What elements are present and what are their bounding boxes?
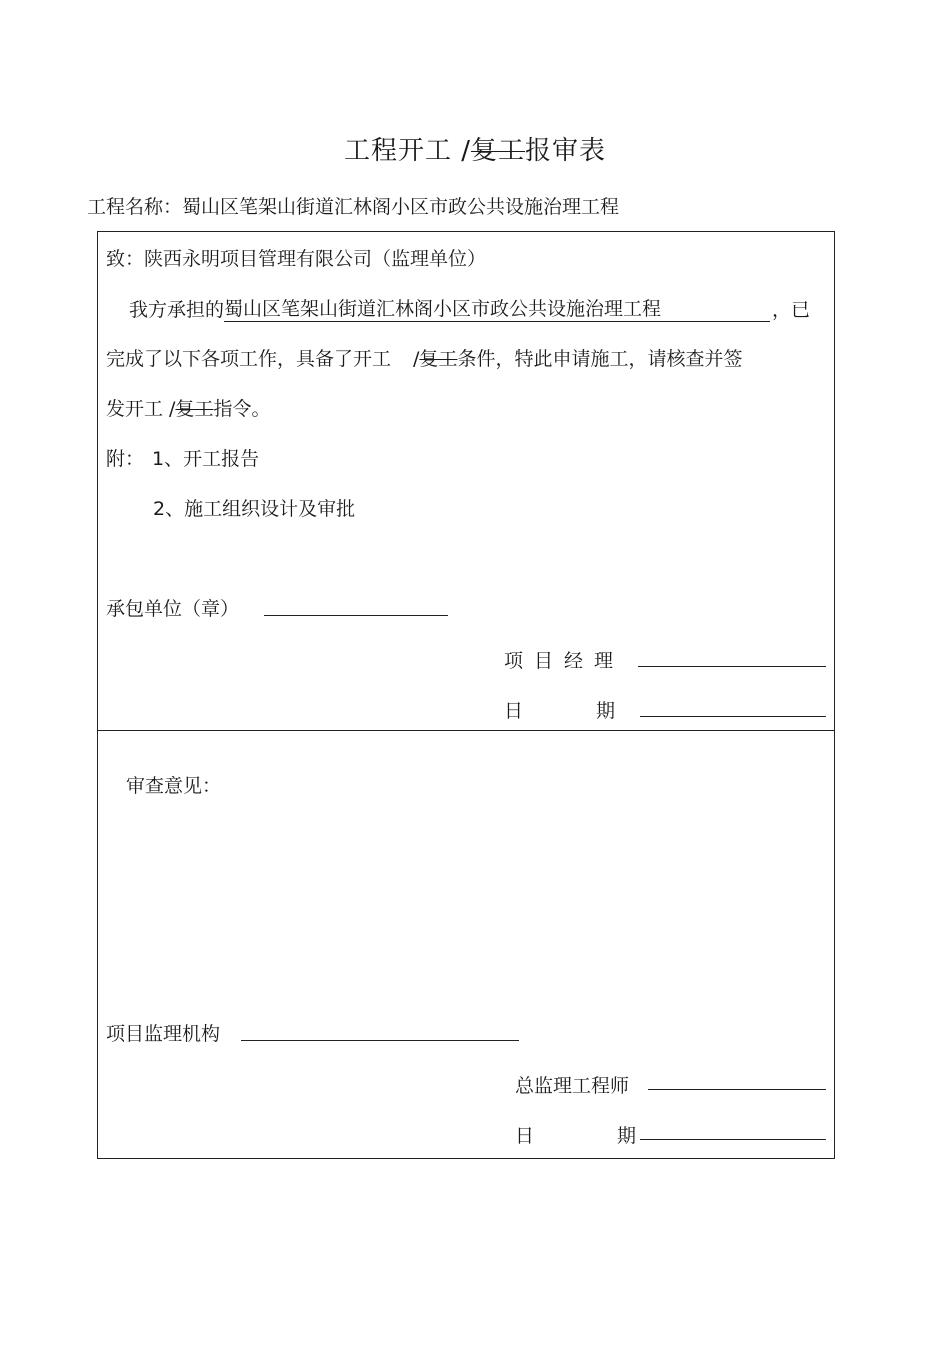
p2-after: 条件，特此申请施工，请核查并签 — [457, 348, 743, 370]
p2-before: 完成了以下各项工作，具备了开工 — [106, 348, 392, 370]
review-date-line — [640, 1139, 826, 1140]
application-paragraph-line-3 — [106, 394, 270, 421]
chief-engineer-label: 总监理工程师 — [515, 1075, 630, 1097]
addressee: 致：陕西永明项目管理有限公司（监理单位） — [106, 248, 487, 270]
title-struck: 复工 — [471, 136, 526, 166]
p2-struck: 复工 — [419, 348, 458, 370]
p1-prefix: 我方承担的 — [129, 299, 225, 321]
p1-project: 蜀山区笔架山街道汇林阁小区市政公共设施治理工程 — [224, 298, 662, 320]
p3-struck: 复工 — [175, 398, 214, 420]
attach-label: 附： — [106, 448, 145, 470]
p2-slash: / — [413, 348, 420, 370]
attach-item-1: 1、开工报告 — [152, 448, 260, 470]
agency-signature-line — [241, 1040, 519, 1041]
attach-item-2: 2、施工组织设计及审批 — [153, 498, 356, 520]
contractor-label: 承包单位（章） — [106, 598, 240, 620]
application-paragraph-line-2 — [106, 344, 742, 371]
p1-suffix: ，已 — [772, 299, 811, 321]
application-section — [97, 231, 835, 731]
review-opinion-label: 审查意见： — [126, 775, 222, 797]
attachments-line-1 — [106, 444, 259, 471]
p1-project-field — [224, 294, 770, 322]
agency-label: 项目监理机构 — [106, 1023, 221, 1045]
application-date-line — [640, 716, 826, 717]
chief-engineer-signature-line — [648, 1089, 826, 1090]
review-date-label: 日期 — [515, 1125, 720, 1147]
manager-signature-line — [638, 666, 826, 667]
manager-label: 项目经理 — [504, 650, 625, 672]
project-label: 工程名称： — [87, 196, 183, 218]
project-name: 蜀山区笔架山街道汇林阁小区市政公共设施治理工程 — [182, 196, 620, 218]
project-name-line — [87, 192, 619, 219]
p3-after: 指令。 — [213, 398, 271, 420]
application-paragraph-line-1 — [129, 294, 810, 322]
page-title — [0, 130, 950, 167]
review-section — [97, 730, 835, 1159]
title-before: 工程开工 / — [343, 136, 471, 166]
p3-before: 发开工 / — [106, 398, 176, 420]
contractor-signature-line — [264, 615, 448, 616]
application-date-label: 日期 — [504, 700, 689, 722]
title-after: 报审表 — [525, 136, 607, 166]
